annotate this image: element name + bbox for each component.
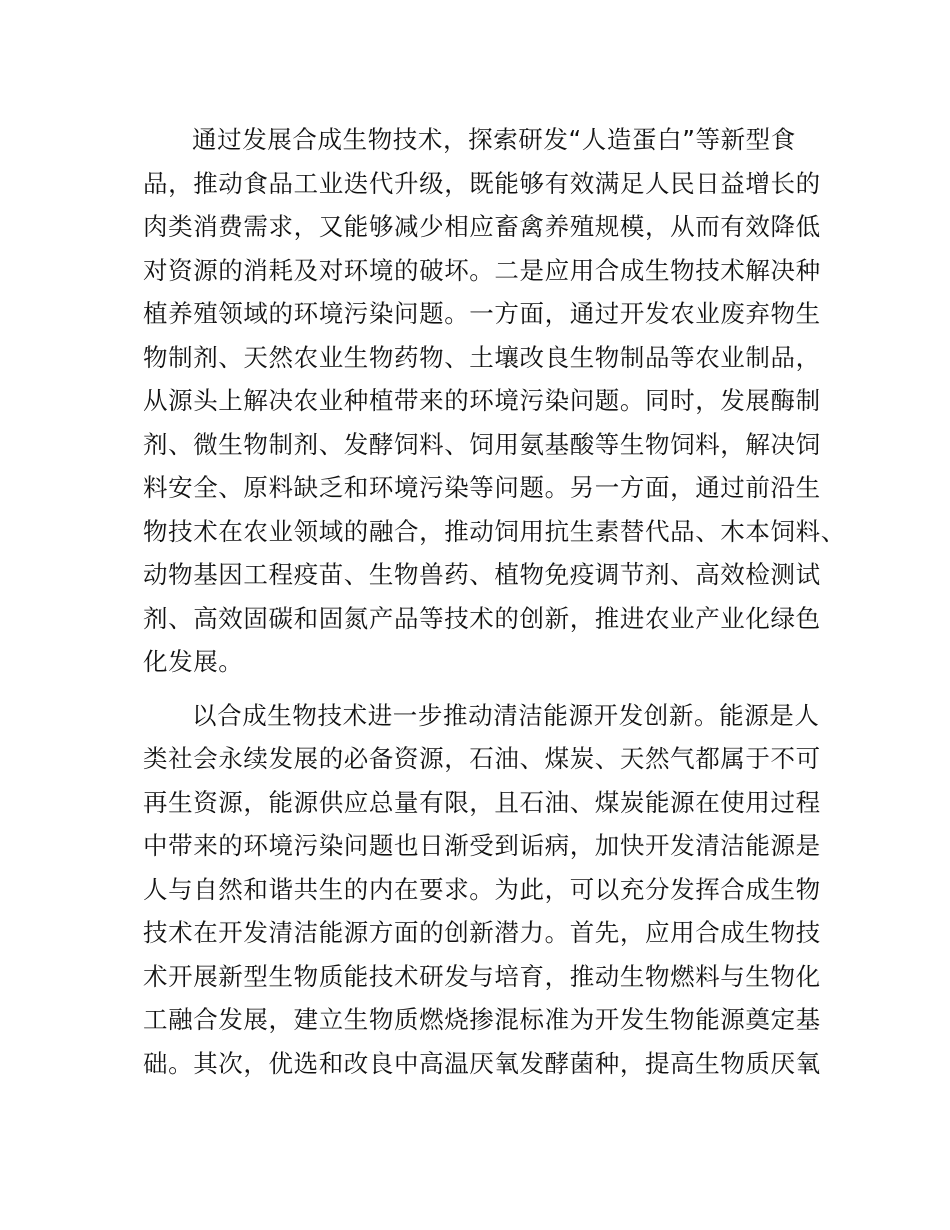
text-line: 再生资源，能源供应总量有限，且石油、煤炭能源在使用过程	[143, 787, 821, 817]
text-line: 动物基因工程疫苗、生物兽药、植物免疫调节剂、高效检测试	[143, 560, 821, 589]
text-line: 术开展新型生物质能技术研发与培育，推动生物燃料与生物化	[143, 961, 821, 991]
text-line: 从源头上解决农业种植带来的环境污染问题。同时，发展酶制	[143, 386, 821, 415]
text-line: 通过发展合成生物技术，探索研发“人造蛋白”等新型食	[192, 125, 796, 154]
text-line: 肉类消费需求，又能够减少相应畜禽养殖规模，从而有效降低	[143, 212, 821, 241]
text-line: 植养殖领域的环境污染问题。一方面，通过开发农业废弃物生	[143, 299, 821, 328]
text-line: 工融合发展，建立生物质燃烧掺混标准为开发生物能源奠定基	[143, 1005, 821, 1034]
paragraph-synthetic-biology-agriculture	[143, 118, 846, 684]
text-line: 品，推动食品工业迭代升级，既能够有效满足人民日益增长的	[143, 168, 821, 198]
text-line: 物制剂、天然农业生物药物、土壤改良生物制品等农业制品，	[143, 342, 821, 372]
text-line: 中带来的环境污染问题也日渐受到诟病，加快开发清洁能源是	[143, 831, 821, 860]
text-line: 化发展。	[143, 647, 244, 676]
paragraph-clean-energy	[143, 694, 821, 1086]
text-line: 以合成生物技术进一步推动清洁能源开发创新。能源是人	[192, 700, 820, 730]
text-line: 技术在开发清洁能源方面的创新潜力。首先，应用合成生物技	[143, 918, 821, 947]
text-line: 对资源的消耗及对环境的破坏。二是应用合成生物技术解决种	[143, 255, 821, 285]
text-line: 人与自然和谐共生的内在要求。为此，可以充分发挥合成生物	[143, 874, 821, 904]
text-line: 剂、高效固碳和固氮产品等技术的创新，推进农业产业化绿色	[143, 603, 821, 633]
text-line: 物技术在农业领域的融合，推动饲用抗生素替代品、木本饲料、	[143, 516, 846, 546]
text-line: 料安全、原料缺乏和环境污染等问题。另一方面，通过前沿生	[143, 473, 821, 502]
text-line: 剂、微生物制剂、发酵饲料、饲用氨基酸等生物饲料，解决饲	[143, 429, 821, 459]
text-line: 础。其次，优选和改良中高温厌氧发酵菌种，提高生物质厌氧	[143, 1048, 821, 1078]
text-line: 类社会永续发展的必备资源，石油、煤炭、天然气都属于不可	[143, 744, 821, 773]
document-body	[143, 118, 846, 1085]
